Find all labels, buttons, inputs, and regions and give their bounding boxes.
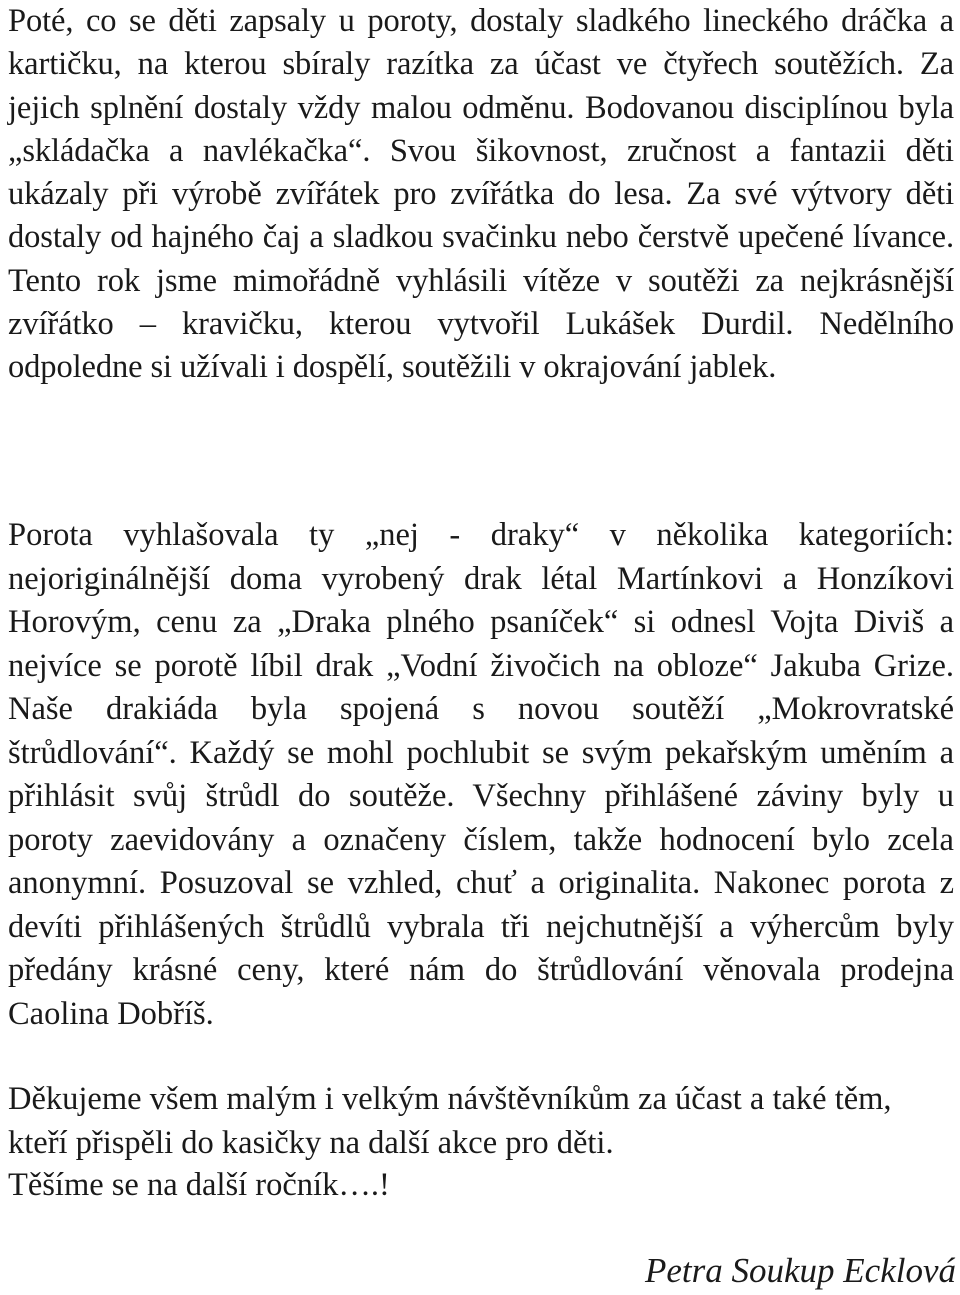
document-page (8, 0, 954, 1203)
paragraph-thanks: Děkujeme všem malým i velkým návštěvníkům za účast a také těm, kteří přispěli do kasičky na další akce pro děti. (8, 1081, 892, 1161)
author-signature: Petra Soukup Ecklová (644, 1251, 956, 1290)
paragraph-children-competitions: Poté, co se děti zapsaly u poroty, dostaly sladkého lineckého dráčka a kartičku, na kterou sbíraly razítka za účast ve čtyřech soutěžích. Za jejich splnění dostaly vždy malou odměnu. Bodovanou disciplínou byla „skládačka a navlékačka“. Svou šikovnost, zručnost a fantazii děti ukázaly při výrobě zvířátek pro zvířátka do lesa. Za své výtvory děti dostaly od hajného čaj a sladkou svačinku nebo čerstvě upečené lívance. Tento rok jsme mimořádně vyhlásili vítěze v soutěži za nejkrásnější zvířátko – kravičku, kterou vytvořil Lukášek Durdil. Nedělního odpoledne si užívali i dospělí, soutěžili v okrajování jablek. (8, 3, 954, 386)
paragraph-kites-and-strudel: Porota vyhlašovala ty „nej - draky“ v několika kategoriích: nejoriginálnější doma vyrobený drak létal Martínkovi a Honzíkovi Horovým, cenu za „Draka plného psaníček“ si odnesl Vojta Diviš a nejvíce se porotě líbil drak „Vodní živočich na obloze“ Jakuba Grize. Naše drakiáda byla spojená s novou soutěží „Mokrovratské štrůdlování“. Každý se mohl pochlubit se svým pekařským uměním a přihlásit svůj štrůdl do soutěže. Všechny přihlášené záviny byly u poroty zaevidovány a označeny číslem, takže hodnocení bylo zcela anonymní. Posuzoval se vzhled, chuť a originalita. Nakonec porota z devíti přihlášených štrůdlů vybrala tři nejchutnější a výhercům byly předány krásné ceny, které nám do štrůdlování věnovala prodejna Caolina Dobříš. (8, 517, 954, 1032)
paragraph-next-year: Těšíme se na další ročník….! (8, 1167, 390, 1203)
